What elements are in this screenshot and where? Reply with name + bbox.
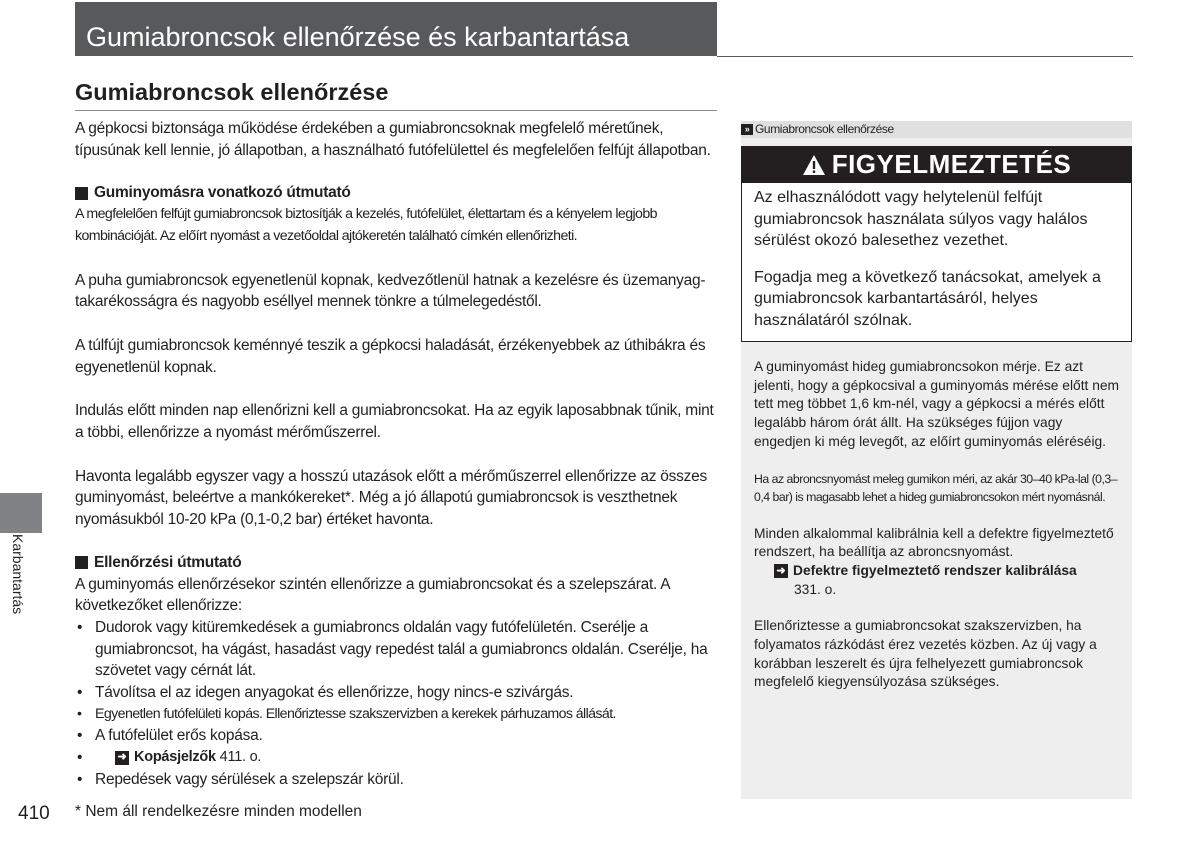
wear-ref-label: Kopásjelzők bbox=[134, 749, 216, 766]
section-divider bbox=[75, 110, 717, 111]
intro-paragraph: A gépkocsi biztonsága működése érdekében a gumiabroncsoknak megfelelő méretűnek, típusúnak kell lennie, jó állapotban, a használható futófelülettel és megfelelően felfújt állapotban. bbox=[75, 120, 711, 159]
aside-header-text: Gumiabroncsok ellenőrzése bbox=[755, 122, 894, 136]
warning-title bbox=[741, 146, 1132, 183]
pressure-paragraph-1: A megfelelően felfújt gumiabroncsok biztosítják a kezelés, futófelület, élettartam és a kényelem legjobb kombinációját. Az előírt nyomást a vezetőoldal ajtókeretén található címkén ellenőrizheti. bbox=[75, 206, 657, 244]
list-item: • A futófelület erős kopása. bbox=[75, 725, 723, 747]
chapter-tab bbox=[0, 493, 42, 533]
list-item: • Egyenetlen futófelületi kopás. Ellenőriztesse szakszervizben a kerekek párhuzamos állását. bbox=[75, 704, 723, 726]
inspect-list bbox=[75, 617, 723, 791]
calibration-ref-page: 331. o. bbox=[794, 581, 837, 597]
pressure-heading bbox=[75, 182, 723, 204]
warning-paragraph-1: Az elhasználódott vagy helytelenül felfújt gumiabroncsok használata súlyos vagy halálos sérülést okozó balesethez vezethet. bbox=[754, 189, 1088, 249]
inspect-intro: A guminyomás ellenőrzésekor szintén ellenőrizze a gumiabroncsokat és a szelepszárat. A következőket ellenőrizze: bbox=[75, 575, 670, 615]
list-item: • Dudorok vagy kitüremkedések a gumiabroncs oldalán vagy futófelületén. Cserélje a gumiabroncsot, ha vágást, hasadást vagy repedést talál a gumiabroncs oldalán. Cserélje, ha szövetet vagy cérnát lát. bbox=[75, 617, 723, 682]
square-bullet-icon bbox=[75, 556, 88, 569]
aside-paragraph-1: A guminyomást hideg gumiabroncsokon mérje. Ez azt jelenti, hogy a gépkocsival a guminyomás mérése előtt nem tett meg többet 1,6 km-nél, vagy a gépkocsi a mérés előtt legalább három órát állt. Ha szükséges fújjon vagy engedjen ki még levegőt, az előírt guminyomás eléréséig. bbox=[754, 359, 1120, 449]
reference-arrow-icon: • ➜ bbox=[115, 751, 129, 765]
aside-paragraph-2: Ha az abroncsnyomást meleg gumikon méri, az akár 30–40 kPa-lal (0,3–0,4 bar) is magasabb lehet a hideg gumiabroncsokon mért nyomásnál. bbox=[754, 471, 1118, 505]
page-number: 410 bbox=[18, 803, 50, 824]
wear-ref[interactable] bbox=[75, 747, 723, 769]
pressure-paragraph-5: Havonta legalább egyszer vagy a hosszú utazások előtt a mérőműszerrel ellenőrizze az összes guminyomást, beleértve a mankókereket*. Még a jó állapotú gumiabroncsok is veszthetnek nyomásukból 10-20 kPa (0,1-0,2 bar) értéket havonta. bbox=[75, 467, 708, 529]
wear-ref-row bbox=[75, 747, 723, 769]
warning-paragraph-2: Fogadja meg a következő tanácsokat, amelyek a gumiabroncsok karbantartásáról, helyes használatáról szólnak. bbox=[754, 268, 1101, 329]
list-item: • Távolítsa el az idegen anyagokat és ellenőrizze, hogy nincs-e szivárgás. bbox=[75, 682, 723, 704]
list-item: • Repedések vagy sérülések a szelepszár körül. bbox=[75, 769, 723, 791]
warning-title-text: FIGYELMEZTETÉS bbox=[831, 149, 1072, 179]
aside-paragraph-4: Ellenőriztesse a gumiabroncsokat szakszervizben, ha folyamatos rázkódást érez vezetés közben. Az új vagy a korábban leszerelt és újra felhelyezett gumiabroncsok megfelelő kiegyensúlyozása szükséges. bbox=[754, 618, 1097, 690]
double-arrow-icon: » bbox=[741, 124, 753, 135]
pressure-heading-text: Guminyomásra vonatkozó útmutató bbox=[94, 184, 351, 202]
warning-triangle-icon bbox=[802, 154, 826, 176]
warning-text bbox=[754, 187, 1124, 346]
aside-header bbox=[741, 121, 1132, 138]
inspect-heading bbox=[75, 552, 723, 574]
calibration-ref[interactable] bbox=[754, 562, 1122, 581]
inspect-heading-text: Ellenőrzési útmutató bbox=[94, 553, 242, 571]
section-title: Gumiabroncsok ellenőrzése bbox=[75, 79, 389, 105]
pressure-paragraph-4: Indulás előtt minden nap ellenőrizni kell a gumiabroncsokat. Ha az egyik laposabbnak tűnik, mint a többi, ellenőrizze a nyomást mérőműszerrel. bbox=[75, 402, 714, 442]
reference-arrow-icon: ➜ bbox=[774, 564, 788, 578]
header-divider bbox=[717, 56, 1133, 57]
aside-body bbox=[754, 358, 1122, 692]
wear-ref-page: 411. o. bbox=[219, 749, 262, 766]
footnote: * Nem áll rendelkezésre minden modellen bbox=[75, 803, 362, 820]
page-title: Gumiabroncsok ellenőrzése és karbantartása bbox=[86, 22, 630, 52]
aside-paragraph-3: Minden alkalommal kalibrálnia kell a defektre figyelmeztető rendszert, ha beállítja az abroncsnyomást. bbox=[754, 525, 1114, 560]
pressure-paragraph-2: A puha gumiabroncsok egyenetlenül kopnak, kedvezőtlenül hatnak a kezelésre és üzemanyag-takarékosságra és nagyobb eséllyel mennek tönkre a túlmelegedéstől. bbox=[75, 271, 706, 311]
pressure-paragraph-3: A túlfújt gumiabroncsok keménnyé teszik a gépkocsi haladását, érzékenyebbek az úthibákra és egyenetlenül kopnak. bbox=[75, 336, 706, 376]
square-bullet-icon bbox=[75, 187, 88, 200]
calibration-ref-label: Defektre figyelmeztető rendszer kalibrálása bbox=[793, 562, 1077, 578]
main-content bbox=[75, 118, 723, 791]
chapter-label: Karbantartás bbox=[10, 534, 26, 615]
